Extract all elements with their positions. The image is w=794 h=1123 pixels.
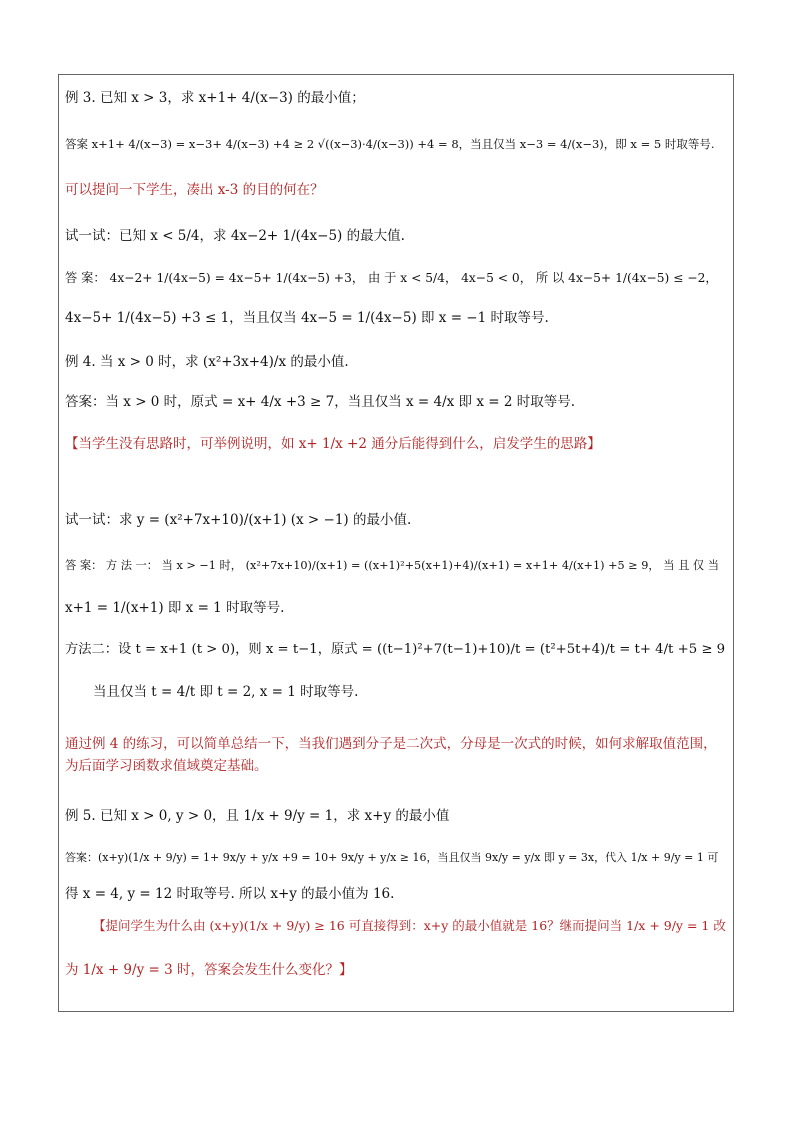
- try-1-text: 试一试：已知 x < 5/4，求 4x−2+ 1/(4x−5) 的最大值.: [65, 228, 405, 244]
- try-2-method2-text-1: 方法二：设 t = x+1 (t > 0)，则 x = t−1，原式 = ((t−1)²+7(t−1)+10)/t = (t²+5t+4)/t = t+ 4/t +5 ≥ 9: [65, 642, 726, 657]
- teacher-note-2-text: 【当学生没有思路时，可举例说明，如 x+ 1/x +2 通分后能得到什么，启发学生的思路】: [65, 436, 601, 452]
- teacher-note-3-text-1: 【提问学生为什么由 (x+y)(1/x + 9/y) ≥ 16 可直接得到：x+y 的最小值就是 16？继而提问当 1/x + 9/y = 1 改: [93, 918, 726, 933]
- try-2-method1-line1: [65, 556, 728, 576]
- summary-line1: [65, 734, 728, 754]
- teacher-note-3-line1: [93, 916, 728, 936]
- teacher-note-3-text-2: 为 1/x + 9/y = 3 时，答案会发生什么变化？】: [65, 962, 353, 978]
- try-2-method1-line2: [65, 598, 728, 618]
- example-4-text: 例 4. 当 x > 0 时，求 (x²+3x+4)/x 的最小值.: [65, 354, 349, 370]
- content-frame: [58, 74, 734, 1012]
- try-2-question: [65, 510, 728, 530]
- example-3-question: [65, 88, 728, 108]
- try-1-answer-text-2: 4x−5+ 1/(4x−5) +3 ≤ 1，当且仅当 4x−5 = 1/(4x−5) 即 x = −1 时取等号.: [65, 310, 549, 326]
- try-1-question: [65, 226, 728, 246]
- try-2-method1-text-2: x+1 = 1/(x+1) 即 x = 1 时取等号.: [65, 600, 285, 616]
- example-5-answer-line2: [65, 884, 728, 904]
- teacher-note-1-text: 可以提问一下学生，凑出 x-3 的目的何在？: [65, 182, 324, 198]
- try-1-answer-line1: [65, 268, 728, 288]
- example-4-answer: [65, 392, 728, 412]
- example-5-answer-text-2: 得 x = 4, y = 12 时取等号. 所以 x+y 的最小值为 16.: [65, 886, 395, 902]
- example-3-answer-text: 答案 x+1+ 4/(x−3) = x−3+ 4/(x−3) +4 ≥ 2 √((x−3)·4/(x−3)) +4 = 8，当且仅当 x−3 = 4/(x−3)，即 x = 5 时取等号.: [65, 137, 715, 151]
- summary-line2: [65, 756, 728, 776]
- example-5-answer-text-1: 答案：(x+y)(1/x + 9/y) = 1+ 9x/y + y/x +9 = 10+ 9x/y + y/x ≥ 16，当且仅当 9x/y = y/x 即 y = 3x，代入 1/x + 9/y = 1 可: [65, 851, 719, 864]
- teacher-note-3-line2: [65, 960, 728, 980]
- try-2-method2-line1: [65, 640, 728, 660]
- try-1-answer-line2: [65, 308, 728, 328]
- try-2-method1-text-1: 答 案： 方 法 一： 当 x > −1 时， (x²+7x+10)/(x+1) = ((x+1)²+5(x+1)+4)/(x+1) = x+1+ 4/(x+1) +5 ≥ 9， 当 且 仅 当: [65, 559, 719, 572]
- example-5-question: [65, 806, 728, 826]
- example-4-answer-text: 答案：当 x > 0 时，原式 = x+ 4/x +3 ≥ 7，当且仅当 x = 4/x 即 x = 2 时取等号.: [65, 394, 576, 410]
- try-2-method2-line2: [93, 682, 728, 702]
- summary-text-1: 通过例 4 的练习，可以简单总结一下，当我们遇到分子是二次式，分母是一次式的时候，如何求解取值范围，: [65, 736, 717, 752]
- teacher-note-2: [65, 434, 728, 454]
- example-3-text: 例 3. 已知 x > 3，求 x+1+ 4/(x−3) 的最小值；: [65, 90, 365, 106]
- example-4-question: [65, 352, 728, 372]
- try-2-text: 试一试：求 y = (x²+7x+10)/(x+1) (x > −1) 的最小值.: [65, 512, 412, 528]
- example-5-answer-line1: [65, 848, 728, 868]
- teacher-note-1: [65, 180, 728, 200]
- summary-text-2: 为后面学习函数求值域奠定基础。: [65, 758, 268, 774]
- try-2-method2-text-2: 当且仅当 t = 4/t 即 t = 2, x = 1 时取等号.: [93, 684, 359, 700]
- example-3-answer: [65, 134, 728, 154]
- example-5-text: 例 5. 已知 x > 0, y > 0，且 1/x + 9/y = 1，求 x+y 的最小值: [65, 808, 450, 824]
- try-1-answer-text-1: 答 案： 4x−2+ 1/(4x−5) = 4x−5+ 1/(4x−5) +3， 由 于 x < 5/4， 4x−5 < 0， 所 以 4x−5+ 1/(4x−5) ≤ −2，: [65, 271, 718, 285]
